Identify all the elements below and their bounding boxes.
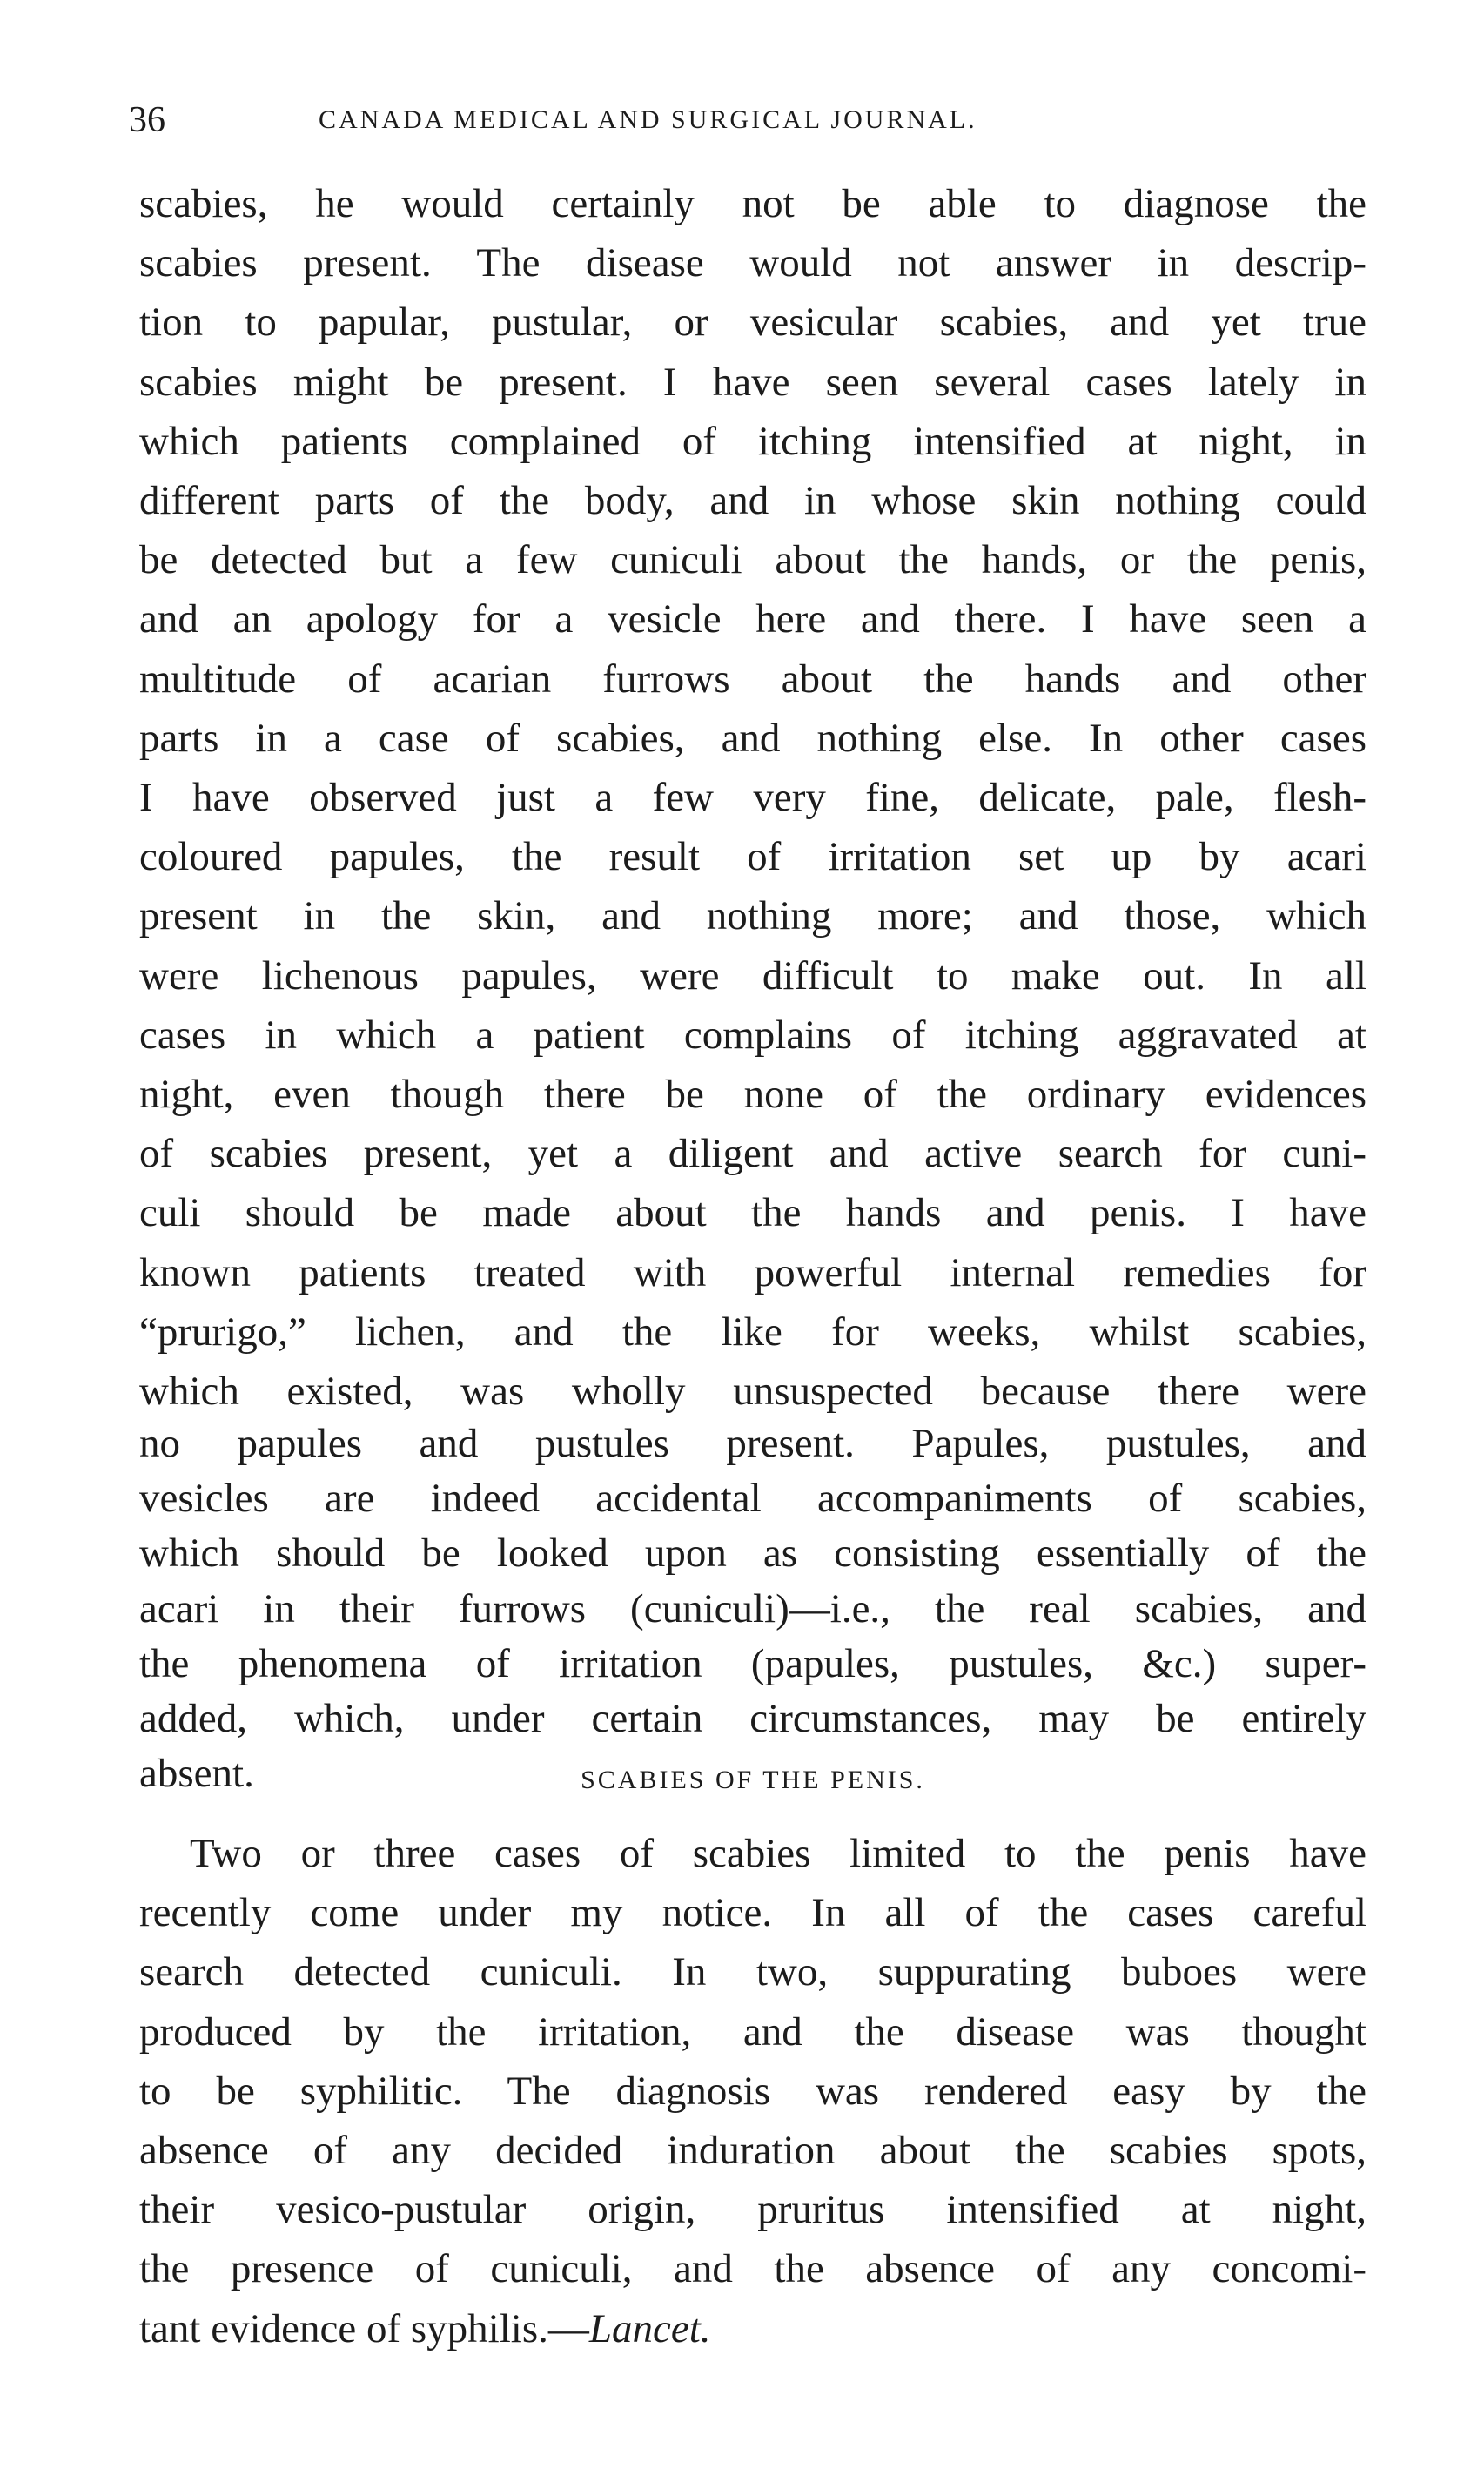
paragraph-scabies-diagnosis-continued [139,1416,1366,1801]
paragraph-scabies-diagnosis [139,174,1366,1421]
text-line: vesicles are indeed accidental accompaniments of scabies, [139,1476,1366,1522]
text-line: I have observed just a few very fine, delicate, pale, flesh- [139,775,1366,821]
text-line: produced by the irritation, and the disease was thought [139,2008,1366,2055]
text-line: the phenomena of irritation (papules, pustules, &c.) super- [139,1640,1366,1686]
text-line: be detected but a few cuniculi about the hands, or the penis, [139,537,1366,583]
text-line: night, even though there be none of the ordinary evidences [139,1072,1366,1118]
text-line: “prurigo,” lichen, and the like for weeks, whilst scabies, [139,1309,1366,1355]
text-line: added, which, under certain circumstances, may be entirely [139,1696,1366,1742]
text-line: coloured papules, the result of irritation set up by acari [139,834,1366,880]
text-line: to be syphilitic. The diagnosis was rendered easy by the [139,2068,1366,2114]
text-line: and an apology for a vesicle here and there. I have seen a [139,596,1366,642]
page-number: 36 [129,100,165,140]
text-line: search detected cuniculi. In two, suppurating buboes were [139,1949,1366,1995]
text-line: no papules and pustules present. Papules, pustules, and [139,1421,1366,1466]
text-line: which existed, was wholly unsuspected because there were [139,1369,1366,1415]
text-line: the presence of cuniculi, and the absence of any concomi- [139,2246,1366,2292]
text-line: which should be looked upon as consisting essentially of the [139,1531,1366,1577]
text-line: absence of any decided induration about the scabies spots, [139,2128,1366,2174]
paragraph-scabies-of-penis [139,1824,1366,2358]
text-line: present in the skin, and nothing more; and those, which [139,893,1366,939]
text-line: tion to papular, pustular, or vesicular scabies, and yet true [139,299,1366,346]
text-line: of scabies present, yet a diligent and active search for cuni- [139,1131,1366,1177]
text-line: known patients treated with powerful internal remedies for [139,1249,1366,1295]
text-line: were lichenous papules, were difficult to make out. In all [139,952,1366,999]
text-line: scabies present. The disease would not answer in descrip- [139,240,1366,286]
section-heading: SCABIES OF THE PENIS. [581,1766,925,1794]
text-line: Two or three cases of scabies limited to the penis have [190,1831,1366,1876]
text-line: their vesico-pustular origin, pruritus intensified at night, [139,2187,1366,2233]
text-line: different parts of the body, and in whose skin nothing could [139,478,1366,524]
text-line: absent. [139,1751,254,1797]
text-line: acari in their furrows (cuniculi)—i.e., the real scabies, and [139,1585,1366,1631]
journal-title: CANADA MEDICAL AND SURGICAL JOURNAL. [319,105,977,134]
final-line-text: tant evidence of syphilis.— [139,2305,589,2351]
source-citation: Lancet. [588,2305,711,2351]
text-line: which patients complained of itching intensified at night, in [139,418,1366,464]
text-line: multitude of acarian furrows about the hands and other [139,656,1366,702]
text-line: scabies might be present. I have seen several cases lately in [139,359,1366,405]
text-line: parts in a case of scabies, and nothing else. In other cases [139,715,1366,761]
text-line: cases in which a patient complains of itching aggravated at [139,1012,1366,1058]
text-line: scabies, he would certainly not be able to diagnose the [139,181,1366,226]
final-line [139,2299,1366,2358]
text-line: culi should be made about the hands and penis. I have [139,1190,1366,1236]
text-line: recently come under my notice. In all of the cases careful [139,1890,1366,1936]
running-head [129,94,1365,146]
